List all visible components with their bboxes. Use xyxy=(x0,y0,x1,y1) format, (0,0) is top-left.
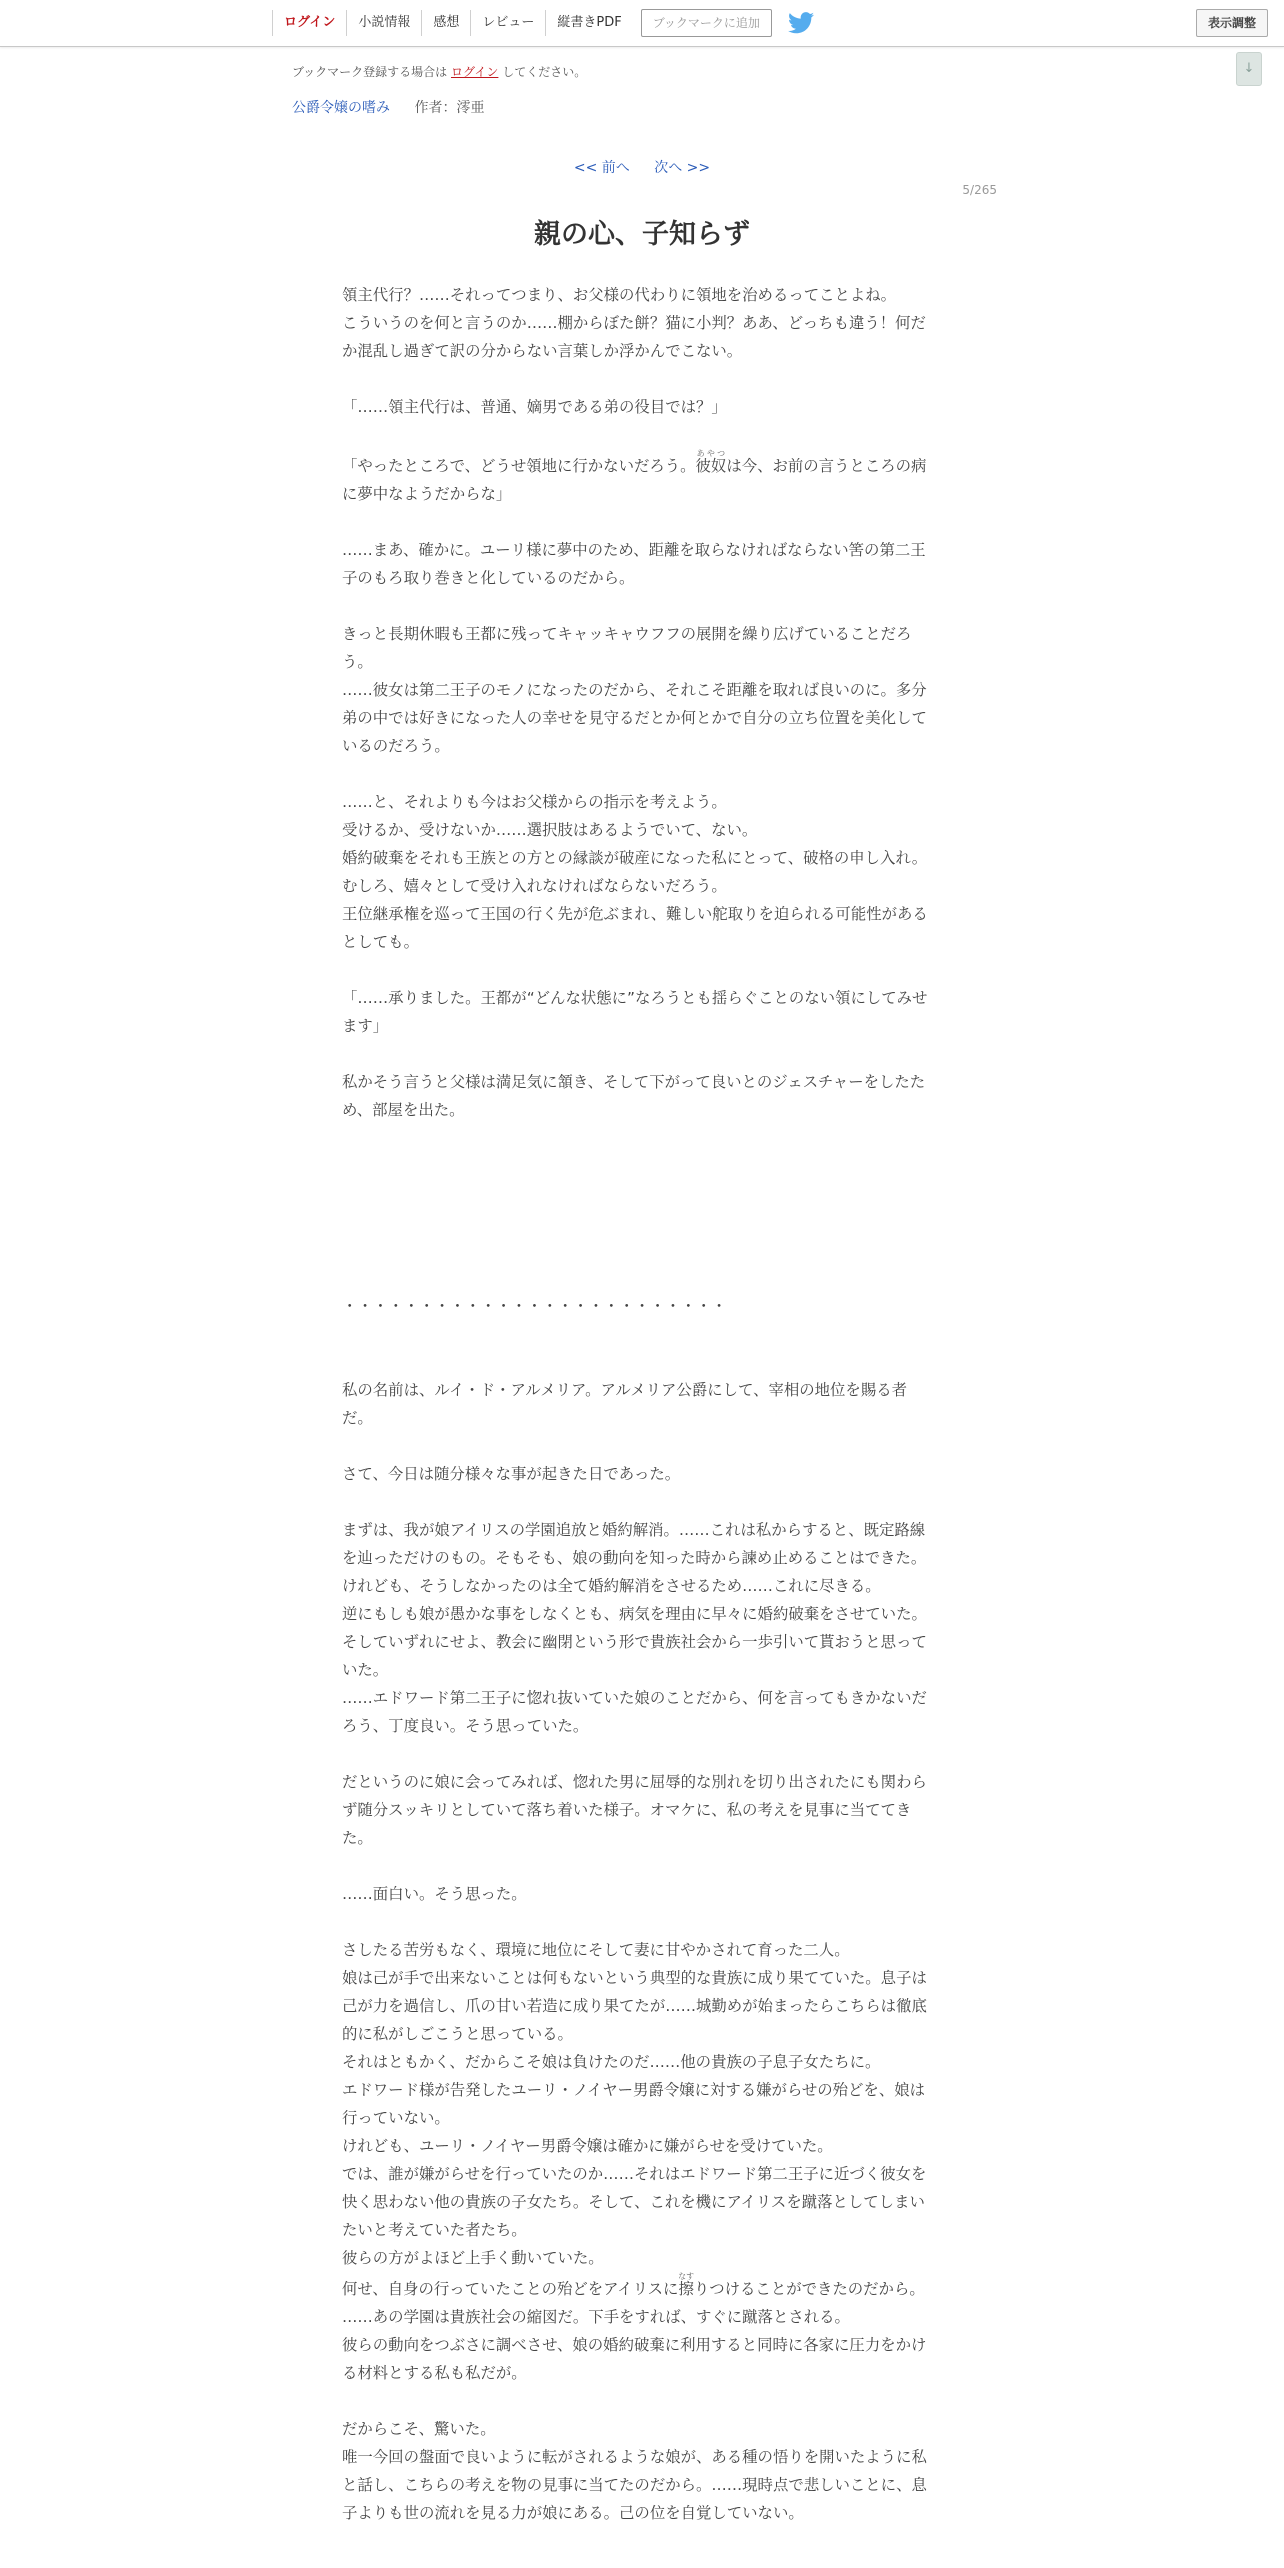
body-paragraph: ……と、それよりも今はお父様からの指示を考えよう。 xyxy=(342,793,727,811)
blank-line xyxy=(342,1432,936,1460)
body-paragraph: だからこそ、驚いた。 xyxy=(342,2420,496,2438)
bookmark-notice-login-link[interactable]: ログイン xyxy=(451,65,499,79)
blank-line xyxy=(342,1152,936,1180)
body-paragraph: 娘は己が手で出来ないことは何もないという典型的な貴族に成り果てていた。息子は己が力を過信し、爪の甘い若造に成り果てたが……城勤めが始まったらこちらは徹底的に私がしごこうと思っている。 xyxy=(342,1969,927,2043)
bookmark-notice-text-before: ブックマーク登録する場合は xyxy=(292,65,448,79)
body-paragraph: けれども、ユーリ・ノイヤー男爵令嬢は確かに嫌がらせを受けていた。 xyxy=(342,2137,833,2155)
blank-line xyxy=(342,365,936,393)
body-paragraph: むしろ、嬉々として受け入れなければならないだろう。 xyxy=(342,877,727,895)
body-paragraph: 私の名前は、ルイ・ド・アルメリア。アルメリア公爵にして、宰相の地位を賜る者だ。 xyxy=(342,1381,907,1427)
body-paragraph: 彼らの動向をつぶさに調べさせ、娘の婚約破棄に利用すると同時に各家に圧力をかける材料とする私も私だが。 xyxy=(342,2336,927,2382)
chapter-title: 親の心、子知らず xyxy=(534,219,750,250)
blank-line xyxy=(342,1124,936,1152)
add-bookmark-button[interactable]: ブックマークに追加 xyxy=(641,9,772,37)
novel-title-link[interactable]: 公爵令嬢の嗜み xyxy=(292,100,390,116)
body-paragraph: きっと長期休暇も王都に残ってキャッキャウフフの展開を繰り広げていることだろう。 xyxy=(342,625,912,671)
blank-line xyxy=(342,1488,936,1516)
bookmark-login-notice xyxy=(292,63,586,80)
body-paragraph: さしたる苦労もなく、環境に地位にそして妻に甘やかされて育った二人。 xyxy=(342,1941,850,1959)
blank-line xyxy=(342,1040,936,1068)
header-nav xyxy=(272,0,814,46)
body-paragraph: 王位継承権を巡って王国の行く先が危ぶまれ、難しい舵取りを迫られる可能性があるとしても。 xyxy=(342,905,928,951)
body-paragraph: 何せ、自身の行っていたことの殆どをアイリスに擦なすりつけることができたのだから。 xyxy=(342,2272,925,2298)
body-paragraph: 「……承りました。王都が“どんな状態に”なろうとも揺らぐことのない領にしてみせます」 xyxy=(342,989,928,1035)
bookmark-notice-text-after: してください。 xyxy=(502,65,587,79)
ruby-annotation: 擦なす xyxy=(678,2272,695,2298)
blank-line xyxy=(342,421,936,449)
blank-line xyxy=(342,956,936,984)
author-name: 作者：澪亜 xyxy=(414,100,485,116)
chapter-pager xyxy=(0,157,1284,177)
body-paragraph: だというのに娘に会ってみれば、惚れた男に屈辱的な別れを切り出されたにも関わらず随分スッキリとしていて落ち着いた様子。オマケに、私の考えを見事に当ててきた。 xyxy=(342,1773,927,1847)
body-paragraph: ……彼女は第二王子のモノになったのだから、それこそ距離を取れば良いのに。多分弟の中では好きになった人の幸せを見守るだとか何とかで自分の立ち位置を美化しているのだろう。 xyxy=(342,681,927,755)
nav-impressions[interactable]: 感想 xyxy=(421,10,470,36)
next-chapter-link[interactable]: 次へ >> xyxy=(654,160,711,176)
blank-line xyxy=(342,592,936,620)
body-paragraph: 私かそう言うと父様は満足気に頷き、そして下がって良いとのジェスチャーをしたため、部屋を出た。 xyxy=(342,1073,926,1119)
body-paragraph: ……まあ、確かに。ユーリ様に夢中のため、距離を取らなければならない筈の第二王子のもろ取り巻きと化しているのだから。 xyxy=(342,541,926,587)
body-paragraph: エドワード様が告発したユーリ・ノイヤー男爵令嬢に対する嫌がらせの殆どを、娘は行っていない。 xyxy=(342,2081,925,2127)
body-paragraph: まずは、我が娘アイリスの学園追放と婚約解消。……これは私からすると、既定路線を辿っただけのもの。そもそも、娘の動向を知った時から諫め止めることはできた。けれども、そうしなかったのは全て婚約解消をさせるため……これに尽きる。 xyxy=(342,1521,927,1595)
body-paragraph: 逆にもしも娘が愚かな事をしなくとも、病気を理由に早々に婚約破棄をさせていた。そしていずれにせよ、教会に幽閉という形で貴族社会から一歩引いて貰おうと思っていた。 xyxy=(342,1605,927,1679)
body-paragraph: ……エドワード第二王子に惚れ抜いていた娘のことだから、何を言ってもきかないだろう、丁度良い。そう思っていた。 xyxy=(342,1689,927,1735)
scroll-down-button[interactable]: ↓ xyxy=(1236,52,1262,86)
body-paragraph: ……あの学園は貴族社会の縮図だ。下手をすれば、すぐに蹴落とされる。 xyxy=(342,2308,850,2326)
blank-line xyxy=(342,2387,936,2415)
page-counter: 5/265 xyxy=(962,183,997,197)
blank-line xyxy=(342,760,936,788)
body-paragraph: 受けるか、受けないか……選択肢はあるようでいて、ない。 xyxy=(342,821,758,839)
blank-line xyxy=(342,1740,936,1768)
blank-line xyxy=(342,1348,936,1376)
blank-line xyxy=(342,1208,936,1236)
novel-body xyxy=(342,281,936,2527)
nav-login[interactable]: ログイン xyxy=(272,10,346,36)
body-paragraph: 婚約破棄をそれも王族との方との縁談が破産になった私にとって、破格の申し入れ。 xyxy=(342,849,928,867)
blank-line xyxy=(342,1908,936,1936)
nav-review[interactable]: レビュー xyxy=(470,10,545,36)
body-paragraph: それはともかく、だからこそ娘は負けたのだ……他の貴族の子息子女たちに。 xyxy=(342,2053,881,2071)
body-paragraph: では、誰が嫌がらせを行っていたのか……それはエドワード第二王子に近づく彼女を快く思わない他の貴族の子女たち。そして、これを機にアイリスを蹴落としてしまいたいと考えていた者たち。 xyxy=(342,2165,927,2239)
body-paragraph: 彼らの方がよほど上手く動いていた。 xyxy=(342,2249,604,2267)
body-paragraph: ……面白い。そう思った。 xyxy=(342,1885,527,1903)
blank-line xyxy=(342,508,936,536)
body-paragraph: こういうのを何と言うのか……棚からぼた餅？猫に小判？ああ、どっちも違う！何だか混乱し過ぎて訳の分からない言葉しか浮かんでこない。 xyxy=(342,314,926,360)
body-paragraph: 「やったところで、どうせ領地に行かないだろう。彼奴あやつは今、お前の言うところの病に夢中なようだからな」 xyxy=(342,449,927,503)
display-settings-button[interactable]: 表示調整 xyxy=(1196,9,1268,37)
blank-line xyxy=(342,1180,936,1208)
nav-vertical-pdf[interactable]: 縦書きPDF xyxy=(545,10,632,36)
top-navigation-bar xyxy=(0,0,1284,47)
body-paragraph: ・・・・・・・・・・・・・・・・・・・・・・・・・ xyxy=(342,1297,727,1315)
twitter-bird-icon[interactable] xyxy=(788,12,814,34)
novel-info xyxy=(292,97,484,117)
blank-line xyxy=(342,1236,936,1264)
blank-line xyxy=(342,1852,936,1880)
body-paragraph: 領主代行？……それってつまり、お父様の代わりに領地を治めるってことよね。 xyxy=(342,286,897,304)
blank-line xyxy=(342,1264,936,1292)
nav-novel-info[interactable]: 小説情報 xyxy=(346,10,421,36)
ruby-annotation: 彼奴あやつ xyxy=(695,449,727,475)
body-paragraph: 「……領主代行は、普通、嫡男である弟の役目では？」 xyxy=(342,398,727,416)
body-paragraph: さて、今日は随分様々な事が起きた日であった。 xyxy=(342,1465,681,1483)
prev-chapter-link[interactable]: << 前へ xyxy=(573,160,630,176)
body-paragraph: 唯一今回の盤面で良いように転がされるような娘が、ある種の悟りを開いたように私と話し、こちらの考えを物の見事に当てたのだから。……現時点で悲しいことに、息子よりも世の流れを見る力が娘にある。己の位を自覚していない。 xyxy=(342,2448,927,2522)
blank-line xyxy=(342,1320,936,1348)
